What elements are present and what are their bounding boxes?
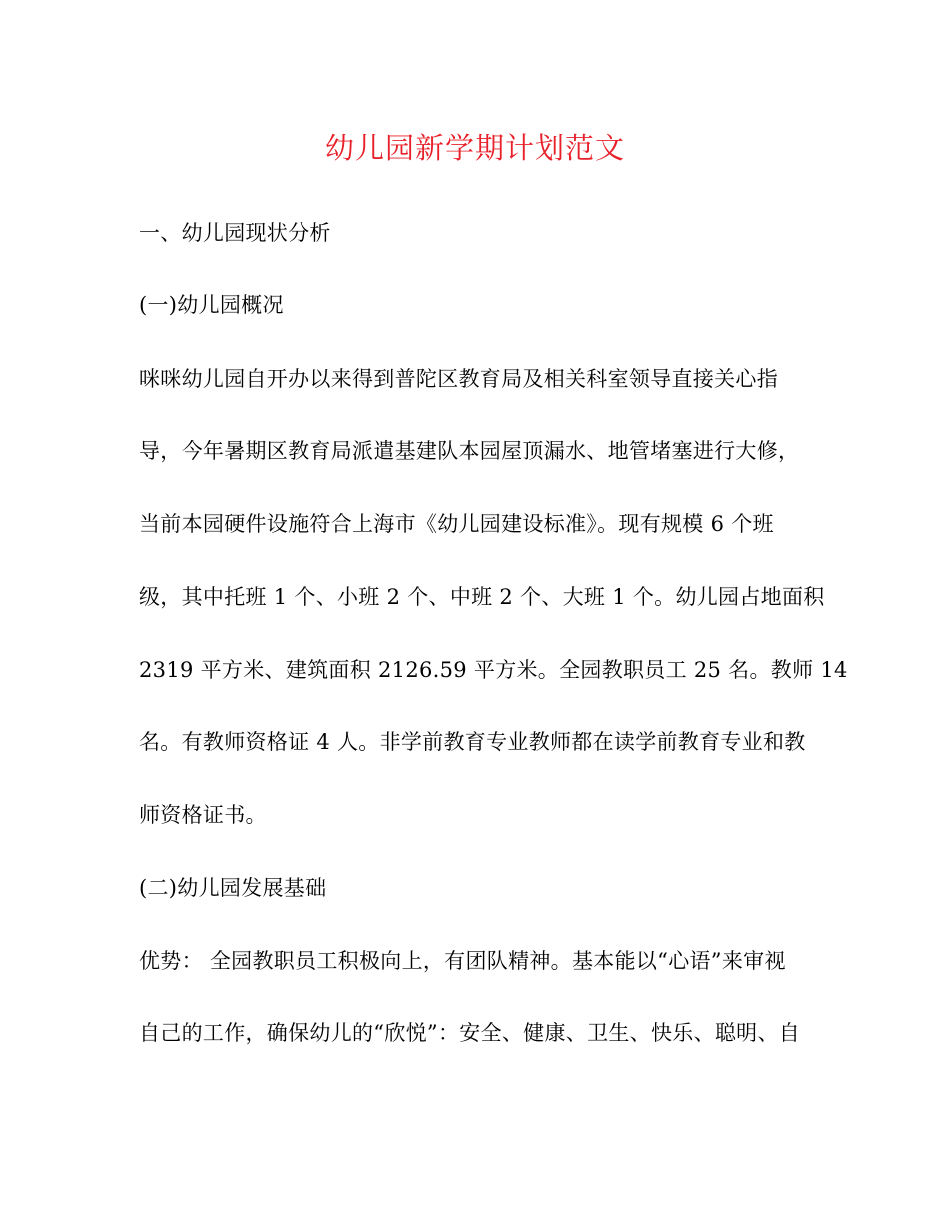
document-title: 幼儿园新学期计划范文 <box>324 131 625 165</box>
paragraph-line: 2319 平方米、建筑面积 2126.59 平方米。全园教职员工 25 名。教师 14 <box>139 658 848 682</box>
heading-situation-analysis: 一、幼儿园现状分析 <box>139 221 331 245</box>
paragraph-line: 名。有教师资格证 4 人。非学前教育专业教师都在读学前教育专业和教 <box>139 730 806 754</box>
paragraph-line: 师资格证书。 <box>139 803 267 827</box>
paragraph-line: 导，今年暑期区教育局派遣基建队本园屋顶漏水、地管堵塞进行大修， <box>139 439 800 463</box>
paragraph-line: 优势： 全园教职员工积极向上，有团队精神。基本能以“心语”来审视 <box>139 949 786 973</box>
paragraph-line: 级，其中托班 1 个、小班 2 个、中班 2 个、大班 1 个。幼儿园占地面积 <box>139 585 825 609</box>
subheading-overview: (一)幼儿园概况 <box>139 293 284 317</box>
paragraph-line: 自己的工作，确保幼儿的“欣悦”：安全、健康、卫生、快乐、聪明、自 <box>139 1021 801 1045</box>
subheading-development-basis: (二)幼儿园发展基础 <box>139 876 327 900</box>
paragraph-line: 当前本园硬件设施符合上海市《幼儿园建设标准》。现有规模 6 个班 <box>139 512 774 536</box>
paragraph-line: 咪咪幼儿园自开办以来得到普陀区教育局及相关科室领导直接关心指 <box>139 367 778 391</box>
